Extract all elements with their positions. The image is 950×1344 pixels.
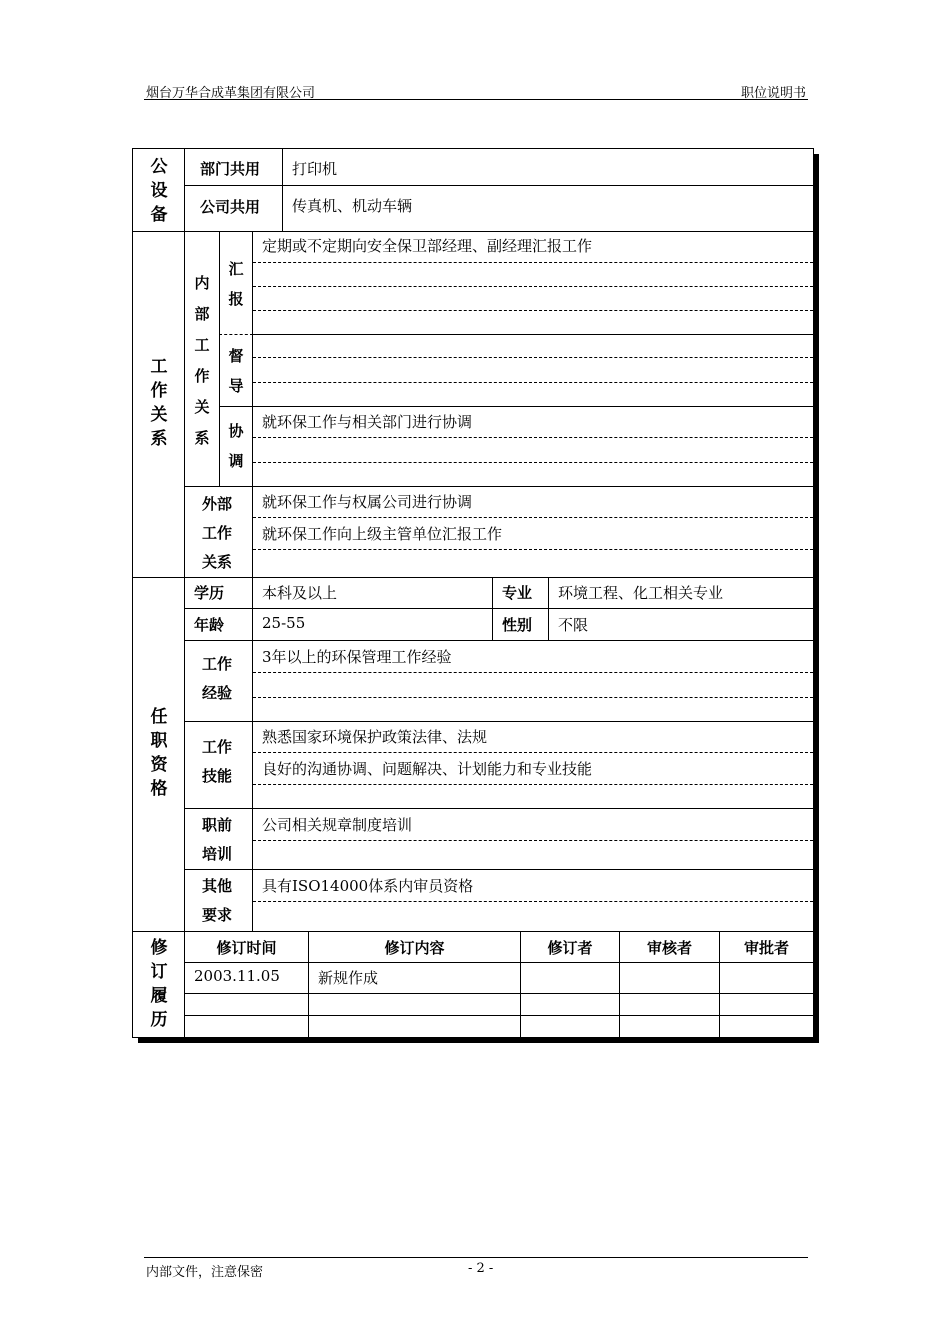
report-dashed-line-2 <box>253 286 813 287</box>
supervise-label: 督 导 <box>228 347 244 395</box>
confidential-notice: 内部文件，注意保密 <box>146 1265 264 1280</box>
revision-header-auditor: 审核者 <box>646 939 692 957</box>
revision-header-content: 修订内容 <box>384 939 445 957</box>
experience-label: 工作 经验 <box>202 655 233 702</box>
education-label: 学历 <box>194 584 225 602</box>
training-value: 公司相关规章制度培训 <box>262 816 413 834</box>
other-dashed-line <box>253 901 813 902</box>
revision-auditor-cell <box>619 962 720 994</box>
experience-value: 3年以上的环保管理工作经验 <box>262 648 452 666</box>
equipment-dept-value-cell <box>282 148 814 186</box>
experience-dashed-line-2 <box>253 697 813 698</box>
major-value: 环境工程、化工相关专业 <box>558 584 724 602</box>
coordinate-label: 协 调 <box>228 422 244 470</box>
document-type: 职位说明书 <box>740 86 806 101</box>
experience-dashed-line-1 <box>253 672 813 673</box>
header-rule <box>144 99 808 100</box>
table-tick <box>619 1038 620 1043</box>
supervise-content-cell <box>252 334 814 407</box>
gender-label: 性别 <box>502 616 533 634</box>
equipment-company-value: 传真机、机动车辆 <box>292 197 413 215</box>
skills-dashed-line-2 <box>253 784 813 785</box>
external-relations-label: 外部 工作 关系 <box>202 495 233 571</box>
equipment-dept-value: 打印机 <box>292 160 338 178</box>
report-dashed-line-3 <box>253 310 813 311</box>
external-dashed-line-1 <box>253 517 813 518</box>
table-row <box>184 1015 309 1038</box>
external-dashed-line-2 <box>253 549 813 550</box>
revision-header-approver: 审批者 <box>743 939 789 957</box>
revision-empty-cell <box>619 993 720 1016</box>
revision-section-label: 修 订 履 历 <box>150 938 168 1030</box>
revision-empty-cell <box>308 1015 521 1038</box>
qualifications-section-label: 任 职 资 格 <box>150 707 168 799</box>
coordinate-line-1: 就环保工作与相关部门进行协调 <box>262 413 473 431</box>
revision-header-date: 修订时间 <box>216 939 277 957</box>
report-dashed-line-1 <box>253 262 813 263</box>
table-tick <box>719 1038 720 1043</box>
skills-dashed-line-1 <box>253 752 813 753</box>
revision-empty-cell <box>520 1015 620 1038</box>
gender-value: 不限 <box>558 616 589 634</box>
training-dashed-line <box>253 840 813 841</box>
revision-reviser-cell <box>520 962 620 994</box>
training-label: 职前 培训 <box>202 816 233 863</box>
skills-label: 工作 技能 <box>202 738 233 785</box>
skills-line-1: 熟悉国家环境保护政策法律、法规 <box>262 728 488 746</box>
education-value: 本科及以上 <box>262 584 338 602</box>
footer-rule <box>144 1257 808 1258</box>
revision-header-reviser: 修订者 <box>547 939 593 957</box>
page-number: - 2 - <box>468 1261 494 1276</box>
relations-section-label: 工 作 关 系 <box>150 357 168 449</box>
revision-empty-cell <box>719 1015 814 1038</box>
internal-relations-label: 内 部 工 作 关 系 <box>194 274 210 447</box>
company-name: 烟台万华合成革集团有限公司 <box>146 86 316 101</box>
external-line-2: 就环保工作向上级主管单位汇报工作 <box>262 525 503 543</box>
supervise-dashed-line-1 <box>253 357 813 358</box>
revision-approver-cell <box>719 962 814 994</box>
equipment-dept-label: 部门共用 <box>200 160 261 178</box>
revision-content-value: 新规作成 <box>318 969 379 987</box>
skills-line-2: 良好的沟通协调、问题解决、计划能力和专业技能 <box>262 760 593 778</box>
revision-empty-cell <box>308 993 521 1016</box>
age-value: 25-55 <box>262 614 306 632</box>
major-label: 专业 <box>502 584 533 602</box>
table-tick <box>520 1038 521 1043</box>
external-line-1: 就环保工作与权属公司进行协调 <box>262 493 473 511</box>
age-label: 年龄 <box>194 616 225 634</box>
revision-empty-cell <box>520 993 620 1016</box>
other-label: 其他 要求 <box>202 877 233 924</box>
equipment-company-label: 公司共用 <box>200 198 261 216</box>
report-label: 汇 报 <box>228 260 244 308</box>
revision-date-value: 2003.11.05 <box>194 967 280 985</box>
revision-empty-cell <box>619 1015 720 1038</box>
coordinate-dashed-line-1 <box>253 437 813 438</box>
revision-empty-cell <box>719 993 814 1016</box>
report-line-1: 定期或不定期向安全保卫部经理、副经理汇报工作 <box>262 237 593 255</box>
other-value: 具有ISO14000体系内审员资格 <box>262 877 474 895</box>
coordinate-dashed-line-2 <box>253 462 813 463</box>
equipment-section-label: 公 设 备 <box>150 157 168 225</box>
table-row <box>184 993 309 1016</box>
supervise-dashed-line-2 <box>253 382 813 383</box>
table-tick <box>308 1038 309 1043</box>
